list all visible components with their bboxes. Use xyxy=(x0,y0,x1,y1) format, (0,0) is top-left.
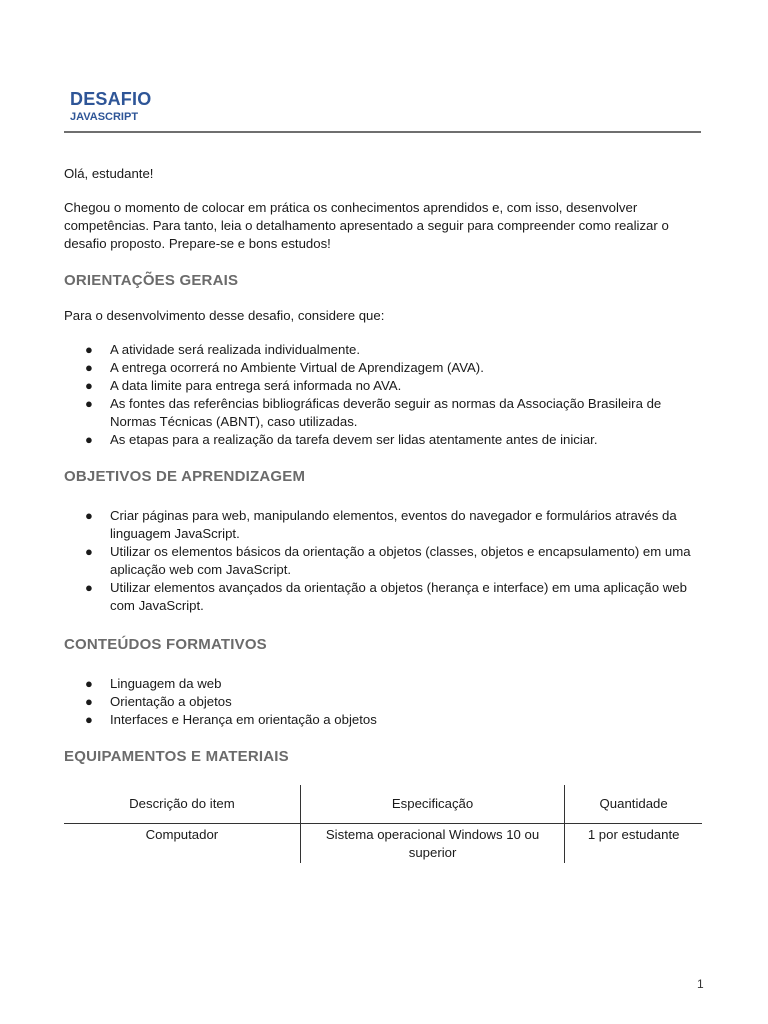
list-item: ● As fontes das referências bibliográficas deverão seguir as normas da Associação Brasileira de Normas Técnicas (ABNT), caso utilizadas. xyxy=(85,396,662,429)
list-item: ● A data limite para entrega será informada no AVA. xyxy=(85,378,402,393)
table-cell: 1 por estudante xyxy=(587,827,680,842)
list-item: ● Utilizar os elementos básicos da orientação a objetos (classes, objetos e encapsulamento) em uma aplicação web com JavaScript. xyxy=(85,544,691,577)
bullet-icon: ● xyxy=(85,432,93,447)
bullet-icon: ● xyxy=(85,676,93,691)
table-row xyxy=(64,824,702,864)
objetivos-list xyxy=(64,507,704,615)
orientacoes-list xyxy=(64,341,704,449)
bullet-icon: ● xyxy=(85,544,93,559)
bullet-icon: ● xyxy=(85,508,93,523)
table-cell: Computador xyxy=(64,824,300,864)
bullet-icon: ● xyxy=(85,580,93,595)
intro-paragraph: Chegou o momento de colocar em prática os conhecimentos aprendidos e, com isso, desenvolver competências. Para tanto, leia o detalhamento apresentado a seguir para compreender como realizar o desafio proposto. Prepare-se e bons estudos! xyxy=(64,200,669,251)
bullet-icon: ● xyxy=(85,694,93,709)
bullet-icon: ● xyxy=(85,360,93,375)
bullet-icon: ● xyxy=(85,378,93,393)
list-item: ● Utilizar elementos avançados da orientação a objetos (herança e interface) em uma aplicação web com JavaScript. xyxy=(85,580,687,613)
greeting: Olá, estudante! xyxy=(64,166,154,181)
table-header-cell: Especificação xyxy=(300,785,564,824)
list-item: ● A entrega ocorrerá no Ambiente Virtual de Aprendizagem (AVA). xyxy=(85,360,484,375)
document-title: DESAFIO xyxy=(70,89,152,109)
table-header-row xyxy=(64,785,702,824)
list-item: ● Interfaces e Herança em orientação a objetos xyxy=(85,712,377,727)
orientacoes-intro: Para o desenvolvimento desse desafio, considere que: xyxy=(64,308,385,323)
list-item: ● Orientação a objetos xyxy=(85,694,232,709)
bullet-icon: ● xyxy=(85,396,93,411)
table-header-cell: Quantidade xyxy=(565,785,702,824)
document-body xyxy=(64,165,704,863)
table-cell: Sistema operacional Windows 10 ou superior xyxy=(300,824,564,864)
section-heading-equipamentos: EQUIPAMENTOS E MATERIAIS xyxy=(64,748,289,765)
section-heading-conteudos: CONTEÚDOS FORMATIVOS xyxy=(64,636,267,653)
section-heading-objetivos: OBJETIVOS DE APRENDIZAGEM xyxy=(64,468,306,485)
document-header xyxy=(70,88,151,124)
conteudos-list xyxy=(64,675,704,729)
document-subtitle: JAVASCRIPT xyxy=(70,111,139,123)
list-item: ● A atividade será realizada individualmente. xyxy=(85,342,360,357)
table-header-cell: Descrição do item xyxy=(64,785,300,824)
list-item: ● Linguagem da web xyxy=(85,676,222,691)
bullet-icon: ● xyxy=(85,342,93,357)
equipment-table xyxy=(64,785,702,863)
section-heading-orientacoes: ORIENTAÇÕES GERAIS xyxy=(64,272,239,289)
list-item: ● As etapas para a realização da tarefa devem ser lidas atentamente antes de iniciar. xyxy=(85,432,598,447)
header-divider xyxy=(64,131,701,133)
list-item: ● Criar páginas para web, manipulando elementos, eventos do navegador e formulários através da linguagem JavaScript. xyxy=(85,508,677,541)
page-number: 1 xyxy=(697,977,704,991)
bullet-icon: ● xyxy=(85,712,93,727)
